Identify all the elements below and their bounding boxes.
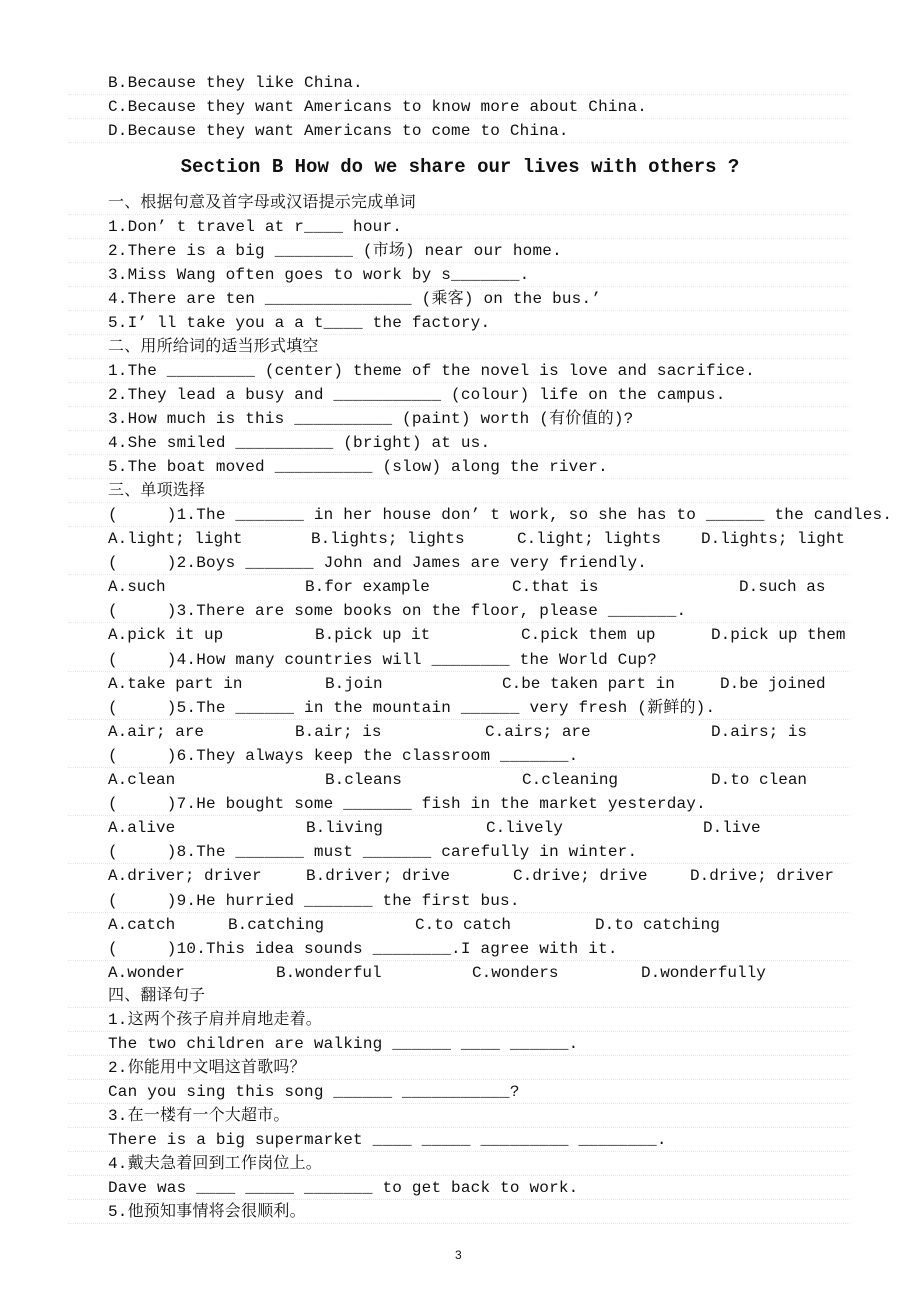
exercise-item: 5.The boat moved __________ (slow) along the river. (108, 458, 608, 476)
question-stem: ( )6.They always keep the classroom _______. (108, 747, 579, 765)
answer-option: A.clean (108, 771, 176, 789)
answer-option: D.pick up them (711, 626, 846, 645)
answer-option: D.airs; is (711, 722, 808, 741)
part3-heading: 三、单项选择 (108, 482, 206, 500)
exercise-item: 2.They lead a busy and ___________ (colour) life on the campus. (108, 386, 726, 404)
answer-option: D.such as (739, 578, 826, 597)
answer-option: D.to catching (595, 915, 720, 934)
answer-option: C.cleaning (522, 771, 619, 789)
translation-line: 3.在一楼有一个大超市。 (108, 1107, 290, 1125)
answer-option: B.wonderful (276, 963, 382, 982)
page-number: 3 (455, 1248, 462, 1262)
answer-option: B.cleans (325, 771, 402, 789)
translation-line: Can you sing this song ______ ___________? (108, 1083, 520, 1101)
translation-line: 5.他预知事情将会很顺利。 (108, 1203, 306, 1221)
translation-line: 4.戴夫急着回到工作岗位上。 (108, 1155, 323, 1173)
answer-option: A.take part in (108, 674, 243, 693)
answer-option: A.pick it up (108, 626, 224, 645)
exercise-item: 3.Miss Wang often goes to work by s_______. (108, 266, 530, 284)
exercise-item: 1.Don’ t travel at r____ hour. (108, 218, 403, 236)
answer-option: D.be joined (720, 674, 826, 693)
answer-option: A.such (108, 578, 166, 597)
answer-option: C.lively (486, 819, 563, 838)
exercise-item: 4.She smiled __________ (bright) at us. (108, 434, 491, 452)
option-line: B.Because they like China. (108, 74, 363, 92)
question-stem: ( )1.The _______ in her house don’ t work, so she has to ______ the candles. (108, 506, 893, 524)
question-stem: ( )2.Boys _______ John and James are very friendly. (108, 554, 648, 573)
answer-option: C.airs; are (485, 722, 591, 741)
question-stem: ( )8.The _______ must _______ carefully in winter. (108, 843, 638, 862)
question-stem: ( )4.How many countries will ________ the World Cup? (108, 650, 657, 669)
answer-option: B.catching (228, 915, 325, 934)
translation-line: The two children are walking ______ ____ ______. (108, 1035, 579, 1053)
answer-option: C.pick them up (521, 626, 656, 645)
question-stem: ( )5.The ______ in the mountain ______ very fresh (新鲜的). (108, 698, 716, 717)
answer-option: D.live (703, 819, 761, 838)
answer-option: C.wonders (472, 963, 559, 982)
answer-option: B.lights; lights (311, 530, 465, 548)
answer-option: D.drive; driver (690, 867, 835, 886)
answer-option: D.lights; light (701, 530, 846, 548)
exercise-item: 1.The _________ (center) theme of the novel is love and sacrifice. (108, 362, 755, 380)
answer-option: C.light; lights (517, 530, 662, 548)
translation-line: Dave was ____ _____ _______ to get back to work. (108, 1179, 579, 1197)
answer-option: D.to clean (711, 771, 808, 789)
exercise-item: 3.How much is this __________ (paint) worth (有价值的)? (108, 410, 634, 428)
part1-heading: 一、根据句意及首字母或汉语提示完成单词 (108, 194, 416, 212)
answer-option: B.air; is (295, 722, 382, 741)
option-line: D.Because they want Americans to come to China. (108, 122, 569, 140)
exercise-item: 5.I’ ll take you a a t____ the factory. (108, 314, 491, 332)
answer-option: B.driver; drive (306, 867, 451, 886)
answer-option: A.driver; driver (108, 867, 262, 886)
question-stem: ( )9.He hurried _______ the first bus. (108, 891, 520, 910)
section-title: Section B How do we share our lives with others ? (180, 156, 740, 178)
translation-line: 2.你能用中文唱这首歌吗？ (108, 1059, 306, 1077)
answer-option: C.to catch (415, 915, 512, 934)
question-stem: ( )10.This idea sounds ________.I agree with it. (108, 939, 618, 958)
translation-line: 1.这两个孩子肩并肩地走着。 (108, 1011, 323, 1029)
answer-option: C.that is (512, 578, 599, 597)
option-line: C.Because they want Americans to know more about China. (108, 98, 648, 116)
answer-option: C.be taken part in (502, 674, 675, 693)
exercise-item: 4.There are ten _______________ (乘客) on the bus.’ (108, 290, 602, 308)
answer-option: A.alive (108, 819, 176, 838)
answer-option: A.light; light (108, 530, 243, 548)
answer-option: B.living (306, 819, 383, 838)
answer-option: A.air; are (108, 722, 205, 741)
answer-option: C.drive; drive (513, 867, 648, 886)
question-stem: ( )3.There are some books on the floor, please _______. (108, 602, 687, 621)
question-stem: ( )7.He bought some _______ fish in the market yesterday. (108, 795, 706, 814)
part4-heading: 四、翻译句子 (108, 987, 206, 1005)
answer-option: B.pick up it (315, 626, 431, 645)
part2-heading: 二、用所给词的适当形式填空 (108, 338, 319, 356)
answer-option: A.wonder (108, 963, 185, 982)
exercise-item: 2.There is a big ________ (市场) near our home. (108, 242, 562, 260)
answer-option: B.for example (305, 578, 430, 597)
answer-option: B.join (325, 674, 383, 693)
answer-option: D.wonderfully (641, 963, 766, 982)
translation-line: There is a big supermarket ____ _____ _________ ________. (108, 1131, 667, 1149)
answer-option: A.catch (108, 915, 176, 934)
